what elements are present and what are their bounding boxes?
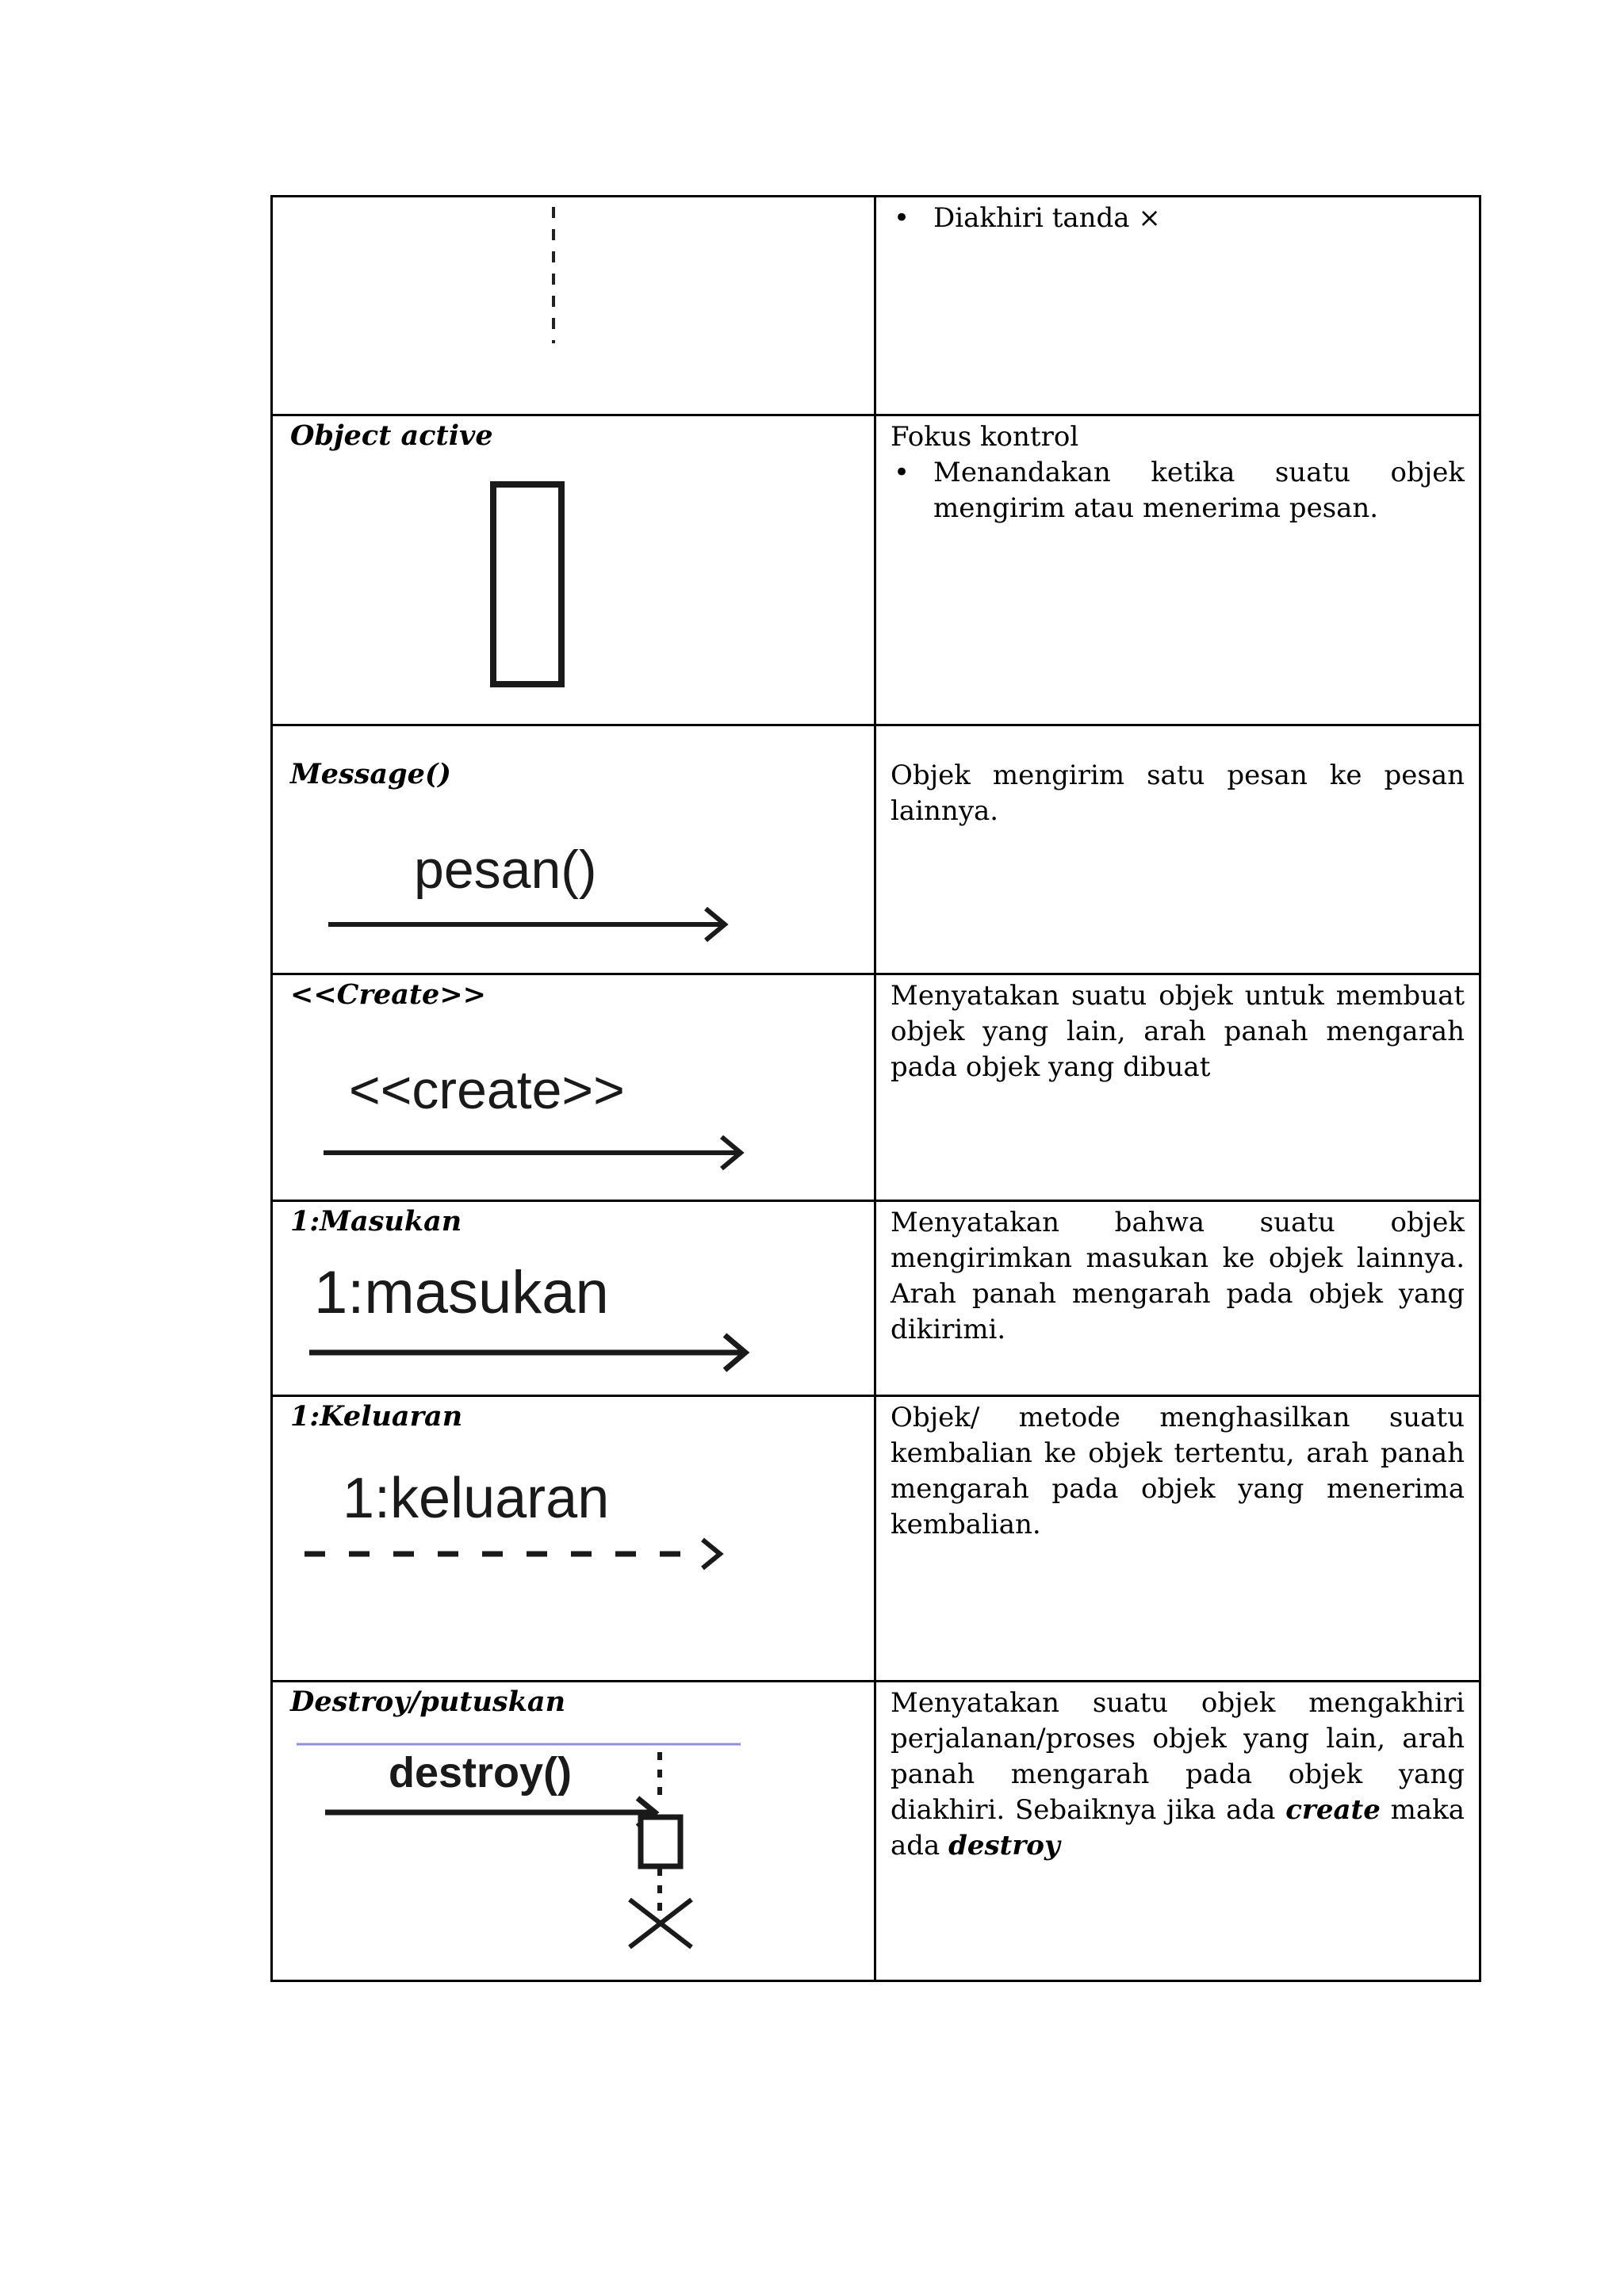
notation-label: Object active (290, 419, 493, 452)
symbol-cell (272, 1201, 875, 1396)
table-row-destroy (272, 1682, 1480, 1981)
notation-label: 1:Masukan (290, 1205, 462, 1238)
keyword-destroy: destroy (948, 1830, 1060, 1862)
bullet-glyph: • (894, 202, 910, 234)
notation-label: <<Create>> (290, 978, 486, 1011)
bullet-text: Diakhiri tanda × (933, 202, 1161, 234)
description: Menyatakan bahwa suatu objek mengirimkan masukan ke objek lainnya. Arah panah mengarah pada objek yang dikirimi. (891, 1207, 1465, 1345)
notation-table (270, 195, 1481, 1982)
bullet-item (894, 201, 1465, 236)
table-row-create (272, 974, 1480, 1201)
symbol-text: <<create>> (349, 1060, 625, 1120)
table-row-object-active (272, 415, 1480, 725)
description (891, 201, 1465, 236)
description (891, 419, 1465, 526)
symbol-text: 1:masukan (314, 1259, 609, 1326)
table-row-keluaran (272, 1396, 1480, 1682)
symbol-text: destroy() (389, 1749, 573, 1797)
destroy-arrow-symbol (297, 1741, 756, 1963)
activation-box-symbol (490, 481, 569, 689)
notation-label: Message() (290, 758, 451, 790)
symbol-text: 1:keluaran (343, 1467, 610, 1530)
symbol-cell (272, 725, 875, 974)
keyword-create: create (1285, 1794, 1381, 1826)
notation-label: 1:Keluaran (290, 1400, 463, 1433)
symbol-cell (272, 1682, 875, 1981)
description: Objek mengirim satu pesan ke pesan lainnya. (891, 760, 1465, 827)
description-cell (875, 725, 1480, 974)
table-row-message (272, 725, 1480, 974)
symbol-cell (272, 974, 875, 1201)
return-dashed-arrow-symbol (304, 1465, 749, 1584)
description-text: Menyatakan suatu objek mengakhiri perjalanan/proses objek yang lain, arah panah mengarah pada objek yang diakhiri. Sebaiknya jika ada (891, 1687, 1465, 1826)
table-row-lifeline (272, 197, 1480, 415)
bullet-item (894, 455, 1465, 526)
symbol-text: pesan() (414, 840, 597, 900)
description: Menyatakan suatu objek untuk membuat objek yang lain, arah panah mengarah pada objek yang dibuat (891, 980, 1465, 1083)
symbol-cell (272, 1396, 875, 1682)
create-arrow-symbol (324, 1061, 752, 1172)
description-cell (875, 1682, 1480, 1981)
description-cell (875, 1201, 1480, 1396)
description: Objek/ metode menghasilkan suatu kembalian ke objek tertentu, arah panah mengarah pada objek yang menerima kembalian. (891, 1402, 1465, 1540)
notation-label: Destroy/putuskan (290, 1686, 566, 1718)
input-arrow-symbol (309, 1259, 753, 1378)
description-cell (875, 197, 1480, 415)
table-row-masukan (272, 1201, 1480, 1396)
bullet-list (891, 201, 1465, 236)
message-arrow-symbol (328, 839, 741, 942)
bullet-text: Menandakan ketika suatu objek mengirim atau menerima pesan. (933, 457, 1465, 524)
bullet-glyph: • (894, 457, 910, 488)
description-cell (875, 1396, 1480, 1682)
symbol-cell (272, 415, 875, 725)
description (891, 1686, 1465, 1864)
description-cell (875, 415, 1480, 725)
bullet-list (891, 455, 1465, 526)
lifeline-symbol (549, 207, 565, 350)
symbol-cell (272, 197, 875, 415)
description-intro: Fokus kontrol (891, 421, 1079, 453)
description-cell (875, 974, 1480, 1201)
description-text: maka ada (891, 1794, 1465, 1862)
